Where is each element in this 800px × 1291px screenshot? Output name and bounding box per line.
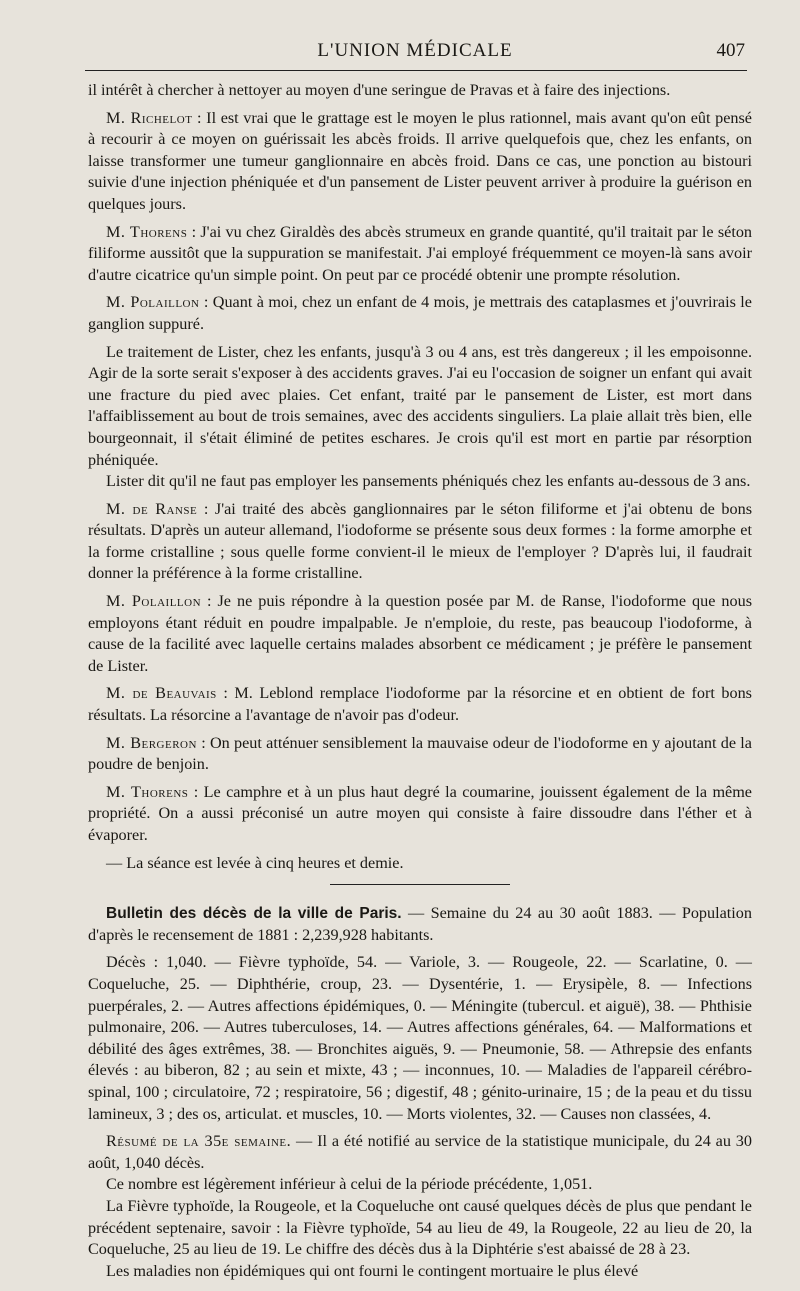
paragraph: Le traitement de Lister, chez les enfants, jusqu'à 3 ou 4 ans, est très dangereux ; il les empoisonne. Agir de la sorte serait s'exposer à des accidents graves. J'ai eu l'occasion de soigner un enfant qui avait une fracture du pied avec plaies. Cet enfant, traité par le pansement de Lister, est mort dans l'affaiblissement au bout de trois semaines, avec des accidents singuliers. La plaie allait très bien, elle bourgeonnait, il s'était éliminé de petites eschares. Je crois qu'il est mort en partie par résorption phéniquée. (88, 342, 752, 469)
paragraph (88, 108, 752, 216)
speech-text: : J'ai traité des abcès ganglionnaires par le séton filiforme et j'ai obtenu de bons résultats. D'après un auteur allemand, l'iodoforme se présente sous deux formes : la forme amorphe et la forme cristalline ; sous quelle forme convient-il le mieux de l'employer ? D'après lui, il faudrait donner la préférence à la forme cristalline. (88, 499, 752, 583)
resume-text: — Il a été notifié au service de la statistique municipale, du 24 au 30 août, 1,040 décès. (88, 1132, 752, 1172)
paragraph (88, 782, 752, 847)
page-header (85, 40, 745, 66)
body-text (88, 80, 752, 1288)
bulletin-title: Bulletin des décès de la ville de Paris. (106, 905, 402, 923)
paragraph (88, 591, 752, 677)
speech-text: : On peut atténuer sensiblement la mauvaise odeur de l'iodoforme en y ajoutant de la poudre de benjoin. (88, 733, 752, 774)
speaker-name: M. de Beauvais (106, 684, 217, 703)
resume-label: Résumé de la 35e semaine. (106, 1132, 292, 1151)
speaker-name: M. Polaillon (106, 293, 200, 312)
paragraph: Lister dit qu'il ne faut pas employer les pansements phéniqués chez les enfants au-dessous de 3 ans. (106, 472, 751, 491)
paragraph (88, 222, 752, 287)
paragraph: Les maladies non épidémiques qui ont fourni le contingent mortuaire le plus élevé (106, 1261, 639, 1280)
closing-line: — La séance est levée à cinq heures et demie. (106, 853, 404, 872)
section-divider (330, 884, 510, 885)
speech-text: : Il est vrai que le grattage est le moyen le plus rationnel, mais avant qu'on eût pensé à recourir à ce moyen on guérissait les abcès froids. Il arrive quelquefois que, chez les enfants, on laisse transformer une tumeur ganglionnaire en abcès froid. Dans ce cas, une ponction au bistouri suivie d'une injection phéniquée et d'un pansement de Lister peuvent arriver à produire la guérison en quelques jours. (88, 108, 752, 213)
paragraph: il intérêt à chercher à nettoyer au moyen d'une seringue de Pravas et à faire des injections. (88, 81, 671, 99)
header-rule (85, 70, 747, 71)
paragraph (88, 292, 752, 335)
speech-text: : J'ai vu chez Giraldès des abcès strumeux en grande quantité, qu'il traitait par le séton filiforme aussitôt que la suppuration se manifestait. J'ai employé fréquemment ce moyen-là sans avoir d'autre cicatrice qu'un simple point. On peut par ce procédé obtenir une prompte résolution. (88, 222, 753, 284)
speaker-name: M. Thorens (106, 782, 189, 801)
speech-text: : Je ne puis répondre à la question posée par M. de Ranse, l'iodoforme que nous employons étant réduit en poudre impalpable. Je n'emploie, du reste, pas beaucoup l'iodoforme, à cause de la facilité avec laquelle certains malades absorbent ce médicament ; je préfère le pansement de Lister. (88, 592, 752, 675)
paragraph (88, 733, 752, 776)
speaker-name: M. Polaillon (106, 592, 202, 611)
paragraph: La Fièvre typhoïde, la Rougeole, et la Coqueluche ont causé quelques décès de plus que pendant le précédent septenaire, savoir : la Fièvre typhoïde, 54 au lieu de 49, la Rougeole, 22 au lieu de 20, la Coqueluche, 25 au lieu de 19. Le chiffre des décès dus à la Diphtérie s'est abaissé de 28 à 23. (88, 1196, 752, 1259)
speaker-name: M. Thorens (106, 222, 188, 241)
speaker-name: M. de Ranse (106, 499, 198, 518)
page-number: 407 (716, 40, 745, 61)
paragraph (88, 1131, 752, 1174)
speech-text: : Le camphre et à un plus haut degré la coumarine, jouissent également de la même propriété. On a aussi préconisé un autre moyen qui consiste à faire dissoudre dans l'éther et à évaporer. (88, 782, 752, 844)
paragraph (88, 683, 752, 726)
paragraph: Ce nombre est légèrement inférieur à celui de la période précédente, 1,051. (106, 1175, 593, 1194)
deaths-list: Décès : 1,040. — Fièvre typhoïde, 54. — Variole, 3. — Rougeole, 22. — Scarlatine, 0. — Coqueluche, 25. — Diphthérie, croup, 23. — Dysentérie, 1. — Erysipèle, 8. — Infections puerpérales, 2. — Autres affections épidémiques, 0. — Méningite (tubercul. et aiguë), 38. — Phthisie pulmonaire, 206. — Autres tuberculoses, 14. — Autres affections générales, 64. — Malformations et débilité des âges extrêmes, 38. — Bronchites aiguës, 9. — Pneumonie, 58. — Athrepsie des enfants élevés : au biberon, 82 ; au sein et mixte, 43 ; — inconnues, 10. — Maladies de l'appareil cérébro-spinal, 100 ; circulatoire, 72 ; respiratoire, 56 ; digestif, 48 ; génito-urinaire, 15 ; de la peau et du tissu lamineux, 3 ; des os, articulat. et muscles, 10. — Morts violentes, 32. — Causes non classées, 4. (88, 953, 752, 1123)
speech-text: : M. Leblond remplace l'iodoforme par la résorcine et en obtient de fort bons résultats. La résorcine a l'avantage de n'avoir pas d'odeur. (88, 684, 752, 725)
speaker-name: M. Bergeron (106, 733, 197, 752)
bulletin-subtitle: — Semaine du 24 au 30 août 1883. — Population d'après le recensement de 1881 : 2,239,928 habitants. (88, 904, 752, 944)
running-head: L'UNION MÉDICALE (317, 40, 513, 61)
bulletin-heading (88, 903, 752, 946)
speaker-name: M. Richelot (106, 108, 193, 127)
speech-text: : Quant à moi, chez un enfant de 4 mois, je mettrais des cataplasmes et j'ouvrirais le ganglion suppuré. (88, 293, 752, 333)
paragraph (88, 499, 752, 585)
